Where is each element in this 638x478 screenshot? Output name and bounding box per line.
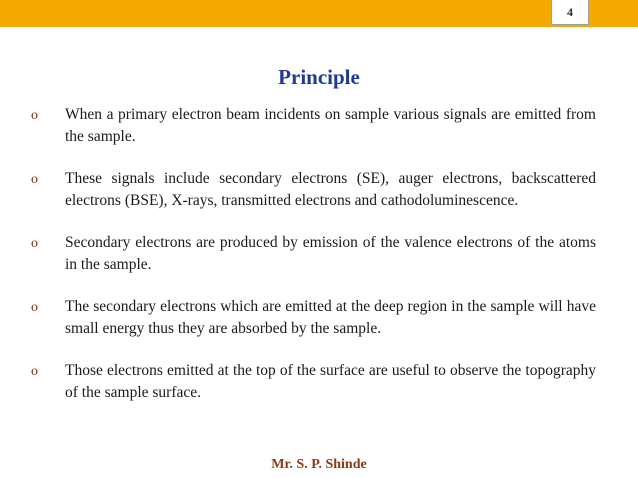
bullet-marker-icon: o (31, 364, 38, 379)
bullet-item (31, 104, 596, 148)
page-number: 4 (551, 0, 589, 25)
footer-author: Mr. S. P. Shinde (271, 457, 367, 472)
bullet-item (31, 232, 596, 276)
bullet-marker-icon: o (31, 172, 38, 187)
bullet-marker-icon: o (31, 300, 38, 315)
bullet-text: Those electrons emitted at the top of the surface are useful to observe the topography of the sample surface. (65, 362, 596, 401)
bullet-item (31, 360, 596, 404)
bullet-marker-icon: o (31, 108, 38, 123)
slide-title: Principle (278, 65, 360, 89)
bullet-text: When a primary electron beam incidents on sample various signals are emitted from the sample. (65, 106, 596, 145)
bullet-text: Secondary electrons are produced by emission of the valence electrons of the atoms in the sample. (65, 234, 596, 273)
bullet-list (31, 104, 596, 424)
bullet-text: The secondary electrons which are emitted at the deep region in the sample will have small energy thus they are absorbed by the sample. (65, 298, 596, 337)
top-accent-bar (0, 0, 638, 27)
bullet-marker-icon: o (31, 236, 38, 251)
bullet-text: These signals include secondary electrons (SE), auger electrons, backscattered electrons (BSE), X-rays, transmitted electrons and cathodoluminescence. (65, 170, 596, 209)
bullet-item (31, 168, 596, 212)
bullet-item (31, 296, 596, 340)
